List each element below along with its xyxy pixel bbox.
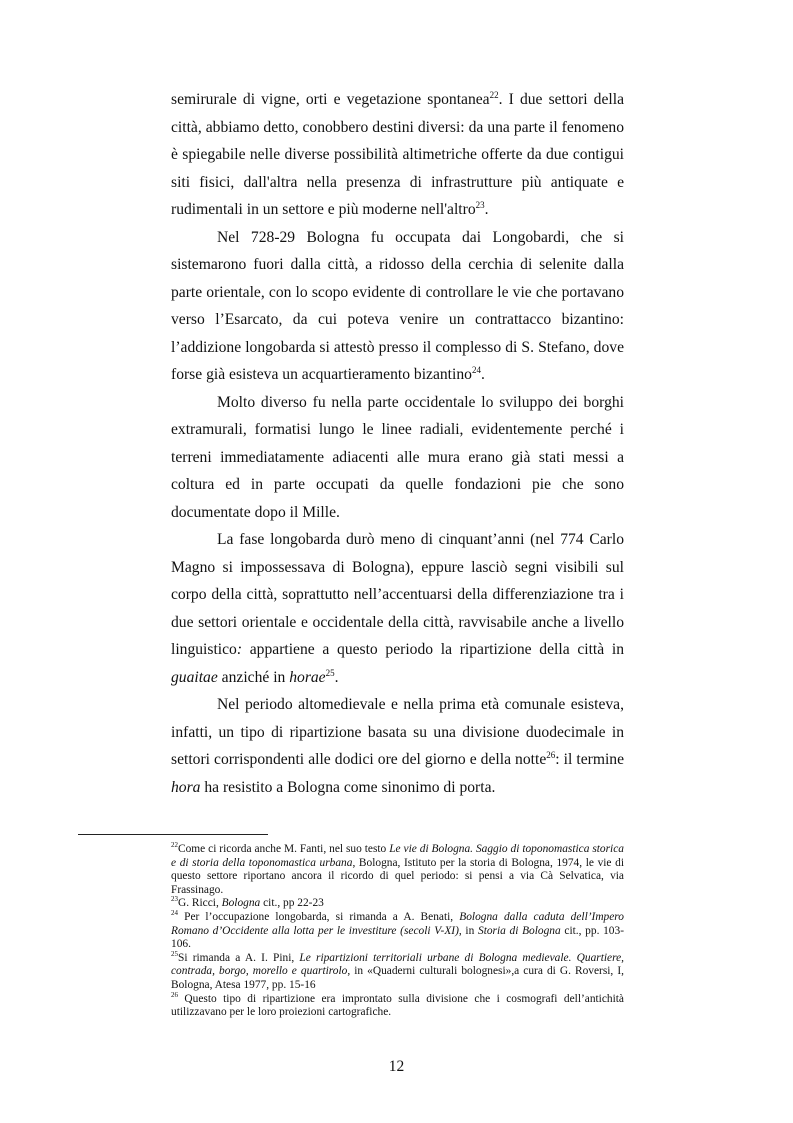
footnote-ref-25: 25 <box>325 667 335 678</box>
footnote-text: , in <box>458 924 478 937</box>
footnote-text: Si rimanda a A. I. Pini, <box>178 951 300 964</box>
footnote-number: 24 <box>171 909 178 918</box>
footnote-ref-23: 23 <box>475 199 485 210</box>
footnote-22 <box>171 843 624 897</box>
footnote-ref-24: 24 <box>471 364 481 375</box>
footnotes <box>171 843 624 1020</box>
p4-italic-guaitae: guaitae <box>171 668 218 686</box>
p4-italic-horae: horae <box>289 668 326 686</box>
footnote-text: G. Ricci, <box>178 897 222 910</box>
p1-text-b: . I due settori della città, abbiamo detto, conobbero destini diversi: da una parte il fenomeno è spiegabile nelle diverse possibilità altimetriche offerte da due contigui siti fisici, dall'altra nella presenza di infrastrutture più antiquate e rudimentali in un settore e più moderne nell'altro <box>171 91 624 218</box>
p2-text-b: . <box>480 366 485 383</box>
paragraph-5 <box>171 691 624 801</box>
footnote-italic: Bologna <box>221 897 261 910</box>
paragraph-3: Molto diverso fu nella parte occidentale lo sviluppo dei borghi extramurali, formatisi lungo le linee radiali, evidentemente perché i terreni immediatamente adiacenti alle mura erano già stati messi a coltura ed in parte occupati da quelle fondazioni pie che sono documentate dopo il Mille. <box>171 393 624 521</box>
main-text <box>171 86 624 801</box>
footnote-25 <box>171 949 624 993</box>
p4-text-d: . <box>334 668 339 686</box>
paragraph-1 <box>171 86 624 224</box>
footnote-text: , Bologna, Istituto per la storia di Bologna, 1974, le vie di questo settore riportano ancora il ricordo di quel periodo: si pensi a via Cà Selvatica, via Frassinago. <box>171 856 624 896</box>
p5-text-a: Nel periodo altomedievale e nella prima età comunale esisteva, infatti, un tipo di ripartizione basata su una divisione duodecimale in settori corrispondenti alle dodici ore del giorno e della notte <box>171 696 624 768</box>
p4-text-c: anziché in <box>217 668 290 686</box>
footnote-italic: Storia di Bologna <box>478 924 561 937</box>
footnote-text: cit., pp 22-23 <box>260 897 324 910</box>
footnote-number: 22 <box>171 841 178 850</box>
p4-text-b: appartiene a questo periodo la ripartizione della città in <box>242 641 624 658</box>
footnote-26 <box>171 990 624 1020</box>
p1-text-c: . <box>484 201 489 218</box>
p5-italic-hora: hora <box>171 778 201 796</box>
footnote-number: 25 <box>171 949 178 958</box>
footnote-text: , in «Quaderni culturali bolognesi»,a cura di G. Roversi, I, Bologna, Atesa 1977, pp. 15-16 <box>171 965 624 991</box>
footnote-ref-22: 22 <box>489 89 499 100</box>
footnote-number: 26 <box>171 990 178 999</box>
paragraph-2 <box>171 224 624 389</box>
footnote-text: Questo tipo di ripartizione era improntato sulla divisione che i cosmografi dell’antichità utilizzavano per le loro proiezioni cartografiche. <box>171 992 624 1019</box>
footnote-24 <box>171 911 624 952</box>
p4-text-a: La fase longobarda durò meno di cinquant’anni (nel 774 Carlo Magno si impossessava di Bologna), eppure lasciò segni visibili sul corpo della città, soprattutto nell’accentuarsi della differenziazione tra i due settori orientale e occidentale della città, ravvisabile anche a livello linguistico <box>171 531 624 658</box>
p1-text-a: semirurale di vigne, orti e vegetazione spontanea <box>171 91 490 108</box>
footnote-italic: Le vie di Bologna. Saggio di toponomastica storica e di storia della toponomastica urbana <box>171 843 624 869</box>
p4-colon: : <box>236 641 243 658</box>
footnote-text: Per l’occupazione longobarda, si rimanda a A. Benati, <box>178 910 460 923</box>
footnote-text: cit., pp. 103-106. <box>171 924 624 951</box>
paragraph-4 <box>171 526 624 691</box>
footnote-italic: Bologna dalla caduta dell’Impero Romano d’Occidente alla lotta per le investiture (secoli V-XI) <box>171 910 624 937</box>
footnote-italic: Le ripartizioni territoriali urbane di Bologna medievale. Quartiere, contrada, borgo, morello e quartirolo <box>171 951 624 978</box>
footnote-23 <box>171 897 624 911</box>
page-number: 12 <box>388 1058 405 1075</box>
p2-text-a: Nel 728-29 Bologna fu occupata dai Longobardi, che si sistemarono fuori dalla città, a ridosso della cerchia di selenite dalla parte orientale, con lo scopo evidente di controllare le vie che portavano verso l’Esarcato, da cui poteva venire un contrattacco bizantino: l’addizione longobarda si attestò presso il complesso di S. Stefano, dove forse già esisteva un acquartieramento bizantino <box>171 228 624 383</box>
footnote-ref-26: 26 <box>546 749 556 760</box>
p5-text-c: ha resistito a Bologna come sinonimo di porta. <box>200 778 496 796</box>
footnote-text: Come ci ricorda anche M. Fanti, nel suo testo <box>178 843 390 855</box>
p5-text-b: : il termine <box>555 751 625 768</box>
footnote-number: 23 <box>171 895 178 904</box>
footnote-separator <box>78 834 268 835</box>
